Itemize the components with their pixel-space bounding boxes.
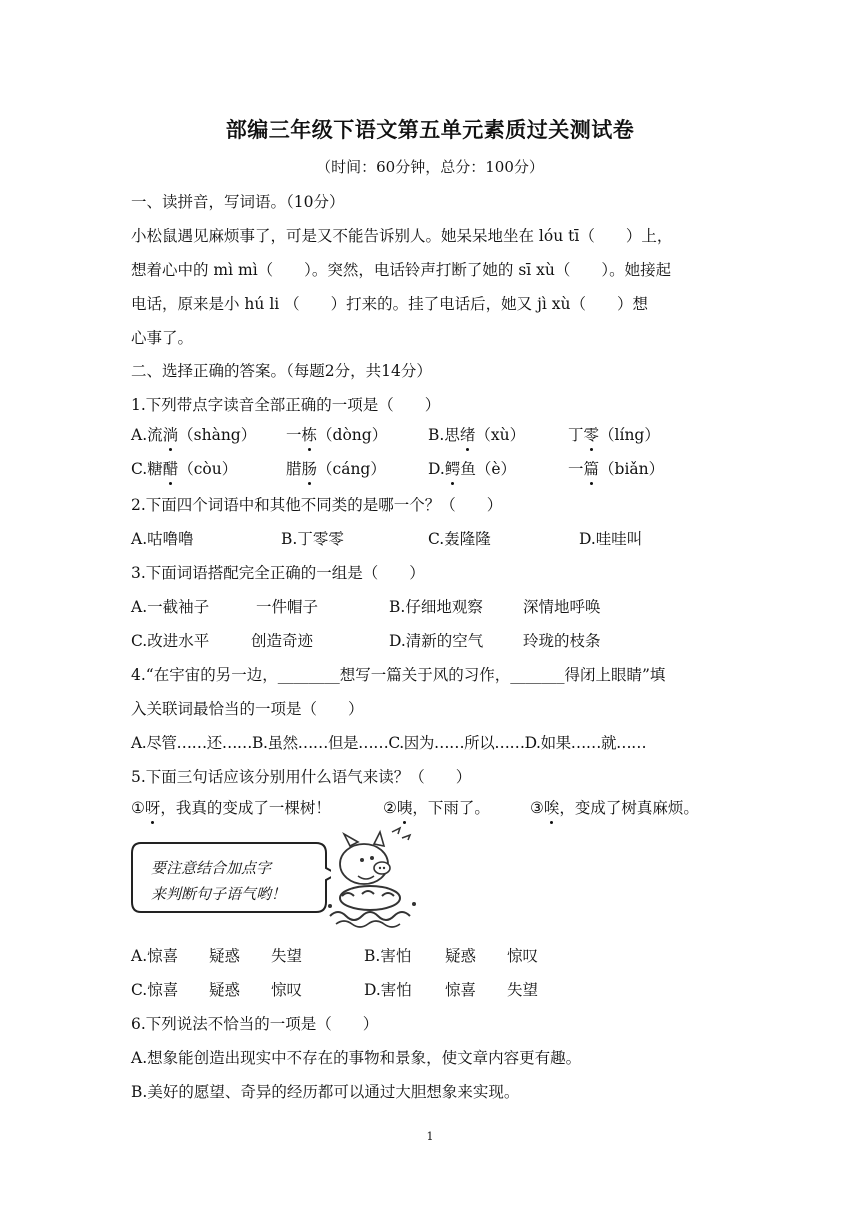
q3-option-a1: A.一截袖子 xyxy=(131,598,210,616)
q5-option-a-word-2: 疑惑 xyxy=(209,947,241,965)
q5-options-row-2 xyxy=(131,979,751,1001)
pig-swimming-illustration xyxy=(322,824,422,932)
q2-options xyxy=(131,528,751,550)
q5-sentences xyxy=(131,797,751,819)
section1-line-3: 电话，原来是小 hú li （ ）打来的。挂了电话后，她又 jì xù（ ）想 xyxy=(131,295,649,313)
q4-stem-line-1: 4.“在宇宙的另一边，________想写一篇关于风的习作，_______得闭上眼睛”填 xyxy=(131,666,666,684)
q1-options-row-2 xyxy=(131,458,751,480)
q3-option-a2: 一件帽子 xyxy=(256,598,319,616)
q4-options: A.尽管……还……B.虽然……但是……C.因为……所以……D.如果……就…… xyxy=(131,734,647,752)
page-number: 1 xyxy=(426,1130,434,1143)
q1-option-b1: B.思绪（xù） xyxy=(428,426,526,444)
q3-option-d2: 玲珑的枝条 xyxy=(523,632,601,650)
q5-option-b-word-2: 疑惑 xyxy=(445,947,477,965)
q3-options-row-1 xyxy=(131,596,751,618)
q3-option-d1: D.清新的空气 xyxy=(389,632,484,650)
q2-option-b: B.丁零零 xyxy=(281,530,344,548)
q5-sentence-3: ③唉，变成了树真麻烦。 xyxy=(530,799,699,817)
q1-option-a2: 一栋（dòng） xyxy=(286,426,388,444)
q6-stem: 6.下列说法不恰当的一项是（ ） xyxy=(131,1015,379,1033)
q5-sentence-1: ①呀，我真的变成了一棵树！ xyxy=(131,799,331,817)
q5-option-a-word-3: 失望 xyxy=(271,947,303,965)
q1-option-d1: D.鳄鱼（è） xyxy=(428,460,517,478)
page-subtitle: （时间：60分钟，总分：100分） xyxy=(316,158,544,176)
page-title: 部编三年级下语文第五单元素质过关测试卷 xyxy=(225,117,635,142)
q2-stem: 2.下面四个词语中和其他不同类的是哪一个？（ ） xyxy=(131,496,503,514)
q3-stem: 3.下面词语搭配完全正确的一组是（ ） xyxy=(131,564,425,582)
q1-option-b2: 丁零（líng） xyxy=(568,426,660,444)
q3-option-c1: C.改进水平 xyxy=(131,632,210,650)
q2-option-d: D.哇哇叫 xyxy=(579,530,643,548)
q3-options-row-2 xyxy=(131,630,751,652)
q6-option-a: A.想象能创造出现实中不存在的事物和景象，使文章内容更有趣。 xyxy=(131,1049,582,1067)
q5-option-d: D.害怕 xyxy=(364,981,412,999)
speech-bubble-text: 要注意结合加点字 来判断句子语气哟！ xyxy=(151,859,287,903)
q1-option-c1: C.糖醋（còu） xyxy=(131,460,238,478)
q5-option-b: B.害怕 xyxy=(364,947,412,965)
section1-line-4: 心事了。 xyxy=(131,329,194,347)
q1-option-c2: 腊肠（cáng） xyxy=(286,460,386,478)
q5-stem: 5.下面三句话应该分别用什么语气来读？（ ） xyxy=(131,768,472,786)
q1-option-d2: 一篇（biǎn） xyxy=(568,460,665,478)
q1-option-a1: A.流淌（shàng） xyxy=(131,426,257,444)
q5-option-c: C.惊喜 xyxy=(131,981,179,999)
q2-option-a: A.咕噜噜 xyxy=(131,530,194,548)
section2-heading: 二、选择正确的答案。（每题2分，共14分） xyxy=(131,362,432,380)
q3-option-b2: 深情地呼唤 xyxy=(523,598,601,616)
q4-stem-line-2: 入关联词最恰当的一项是（ ） xyxy=(131,700,364,718)
q5-option-b-word-3: 惊叹 xyxy=(507,947,539,965)
q1-stem: 1.下列带点字读音全部正确的一项是（ ） xyxy=(131,396,441,414)
q3-option-c2: 创造奇迹 xyxy=(251,632,314,650)
q3-option-b1: B.仔细地观察 xyxy=(389,598,483,616)
q5-options-row-1 xyxy=(131,945,751,967)
q5-sentence-2: ②咦，下雨了。 xyxy=(383,799,490,817)
q5-option-c-word-3: 惊叹 xyxy=(271,981,303,999)
q5-option-d-word-2: 惊喜 xyxy=(445,981,477,999)
section1-heading: 一、读拼音，写词语。（10分） xyxy=(131,193,345,211)
q5-option-d-word-3: 失望 xyxy=(507,981,539,999)
q5-option-c-word-2: 疑惑 xyxy=(209,981,241,999)
section1-line-2: 想着心中的 mì mì（ ）。突然，电话铃声打断了她的 sī xù（ ）。她接起 xyxy=(131,261,672,279)
q6-option-b: B.美好的愿望、奇异的经历都可以通过大胆想象来实现。 xyxy=(131,1083,520,1101)
section1-line-1: 小松鼠遇见麻烦事了，可是又不能告诉别人。她呆呆地坐在 lóu tī（ ）上， xyxy=(131,227,673,245)
q1-options-row-1 xyxy=(131,424,751,446)
q5-option-a: A.惊喜 xyxy=(131,947,179,965)
q2-option-c: C.轰隆隆 xyxy=(428,530,491,548)
